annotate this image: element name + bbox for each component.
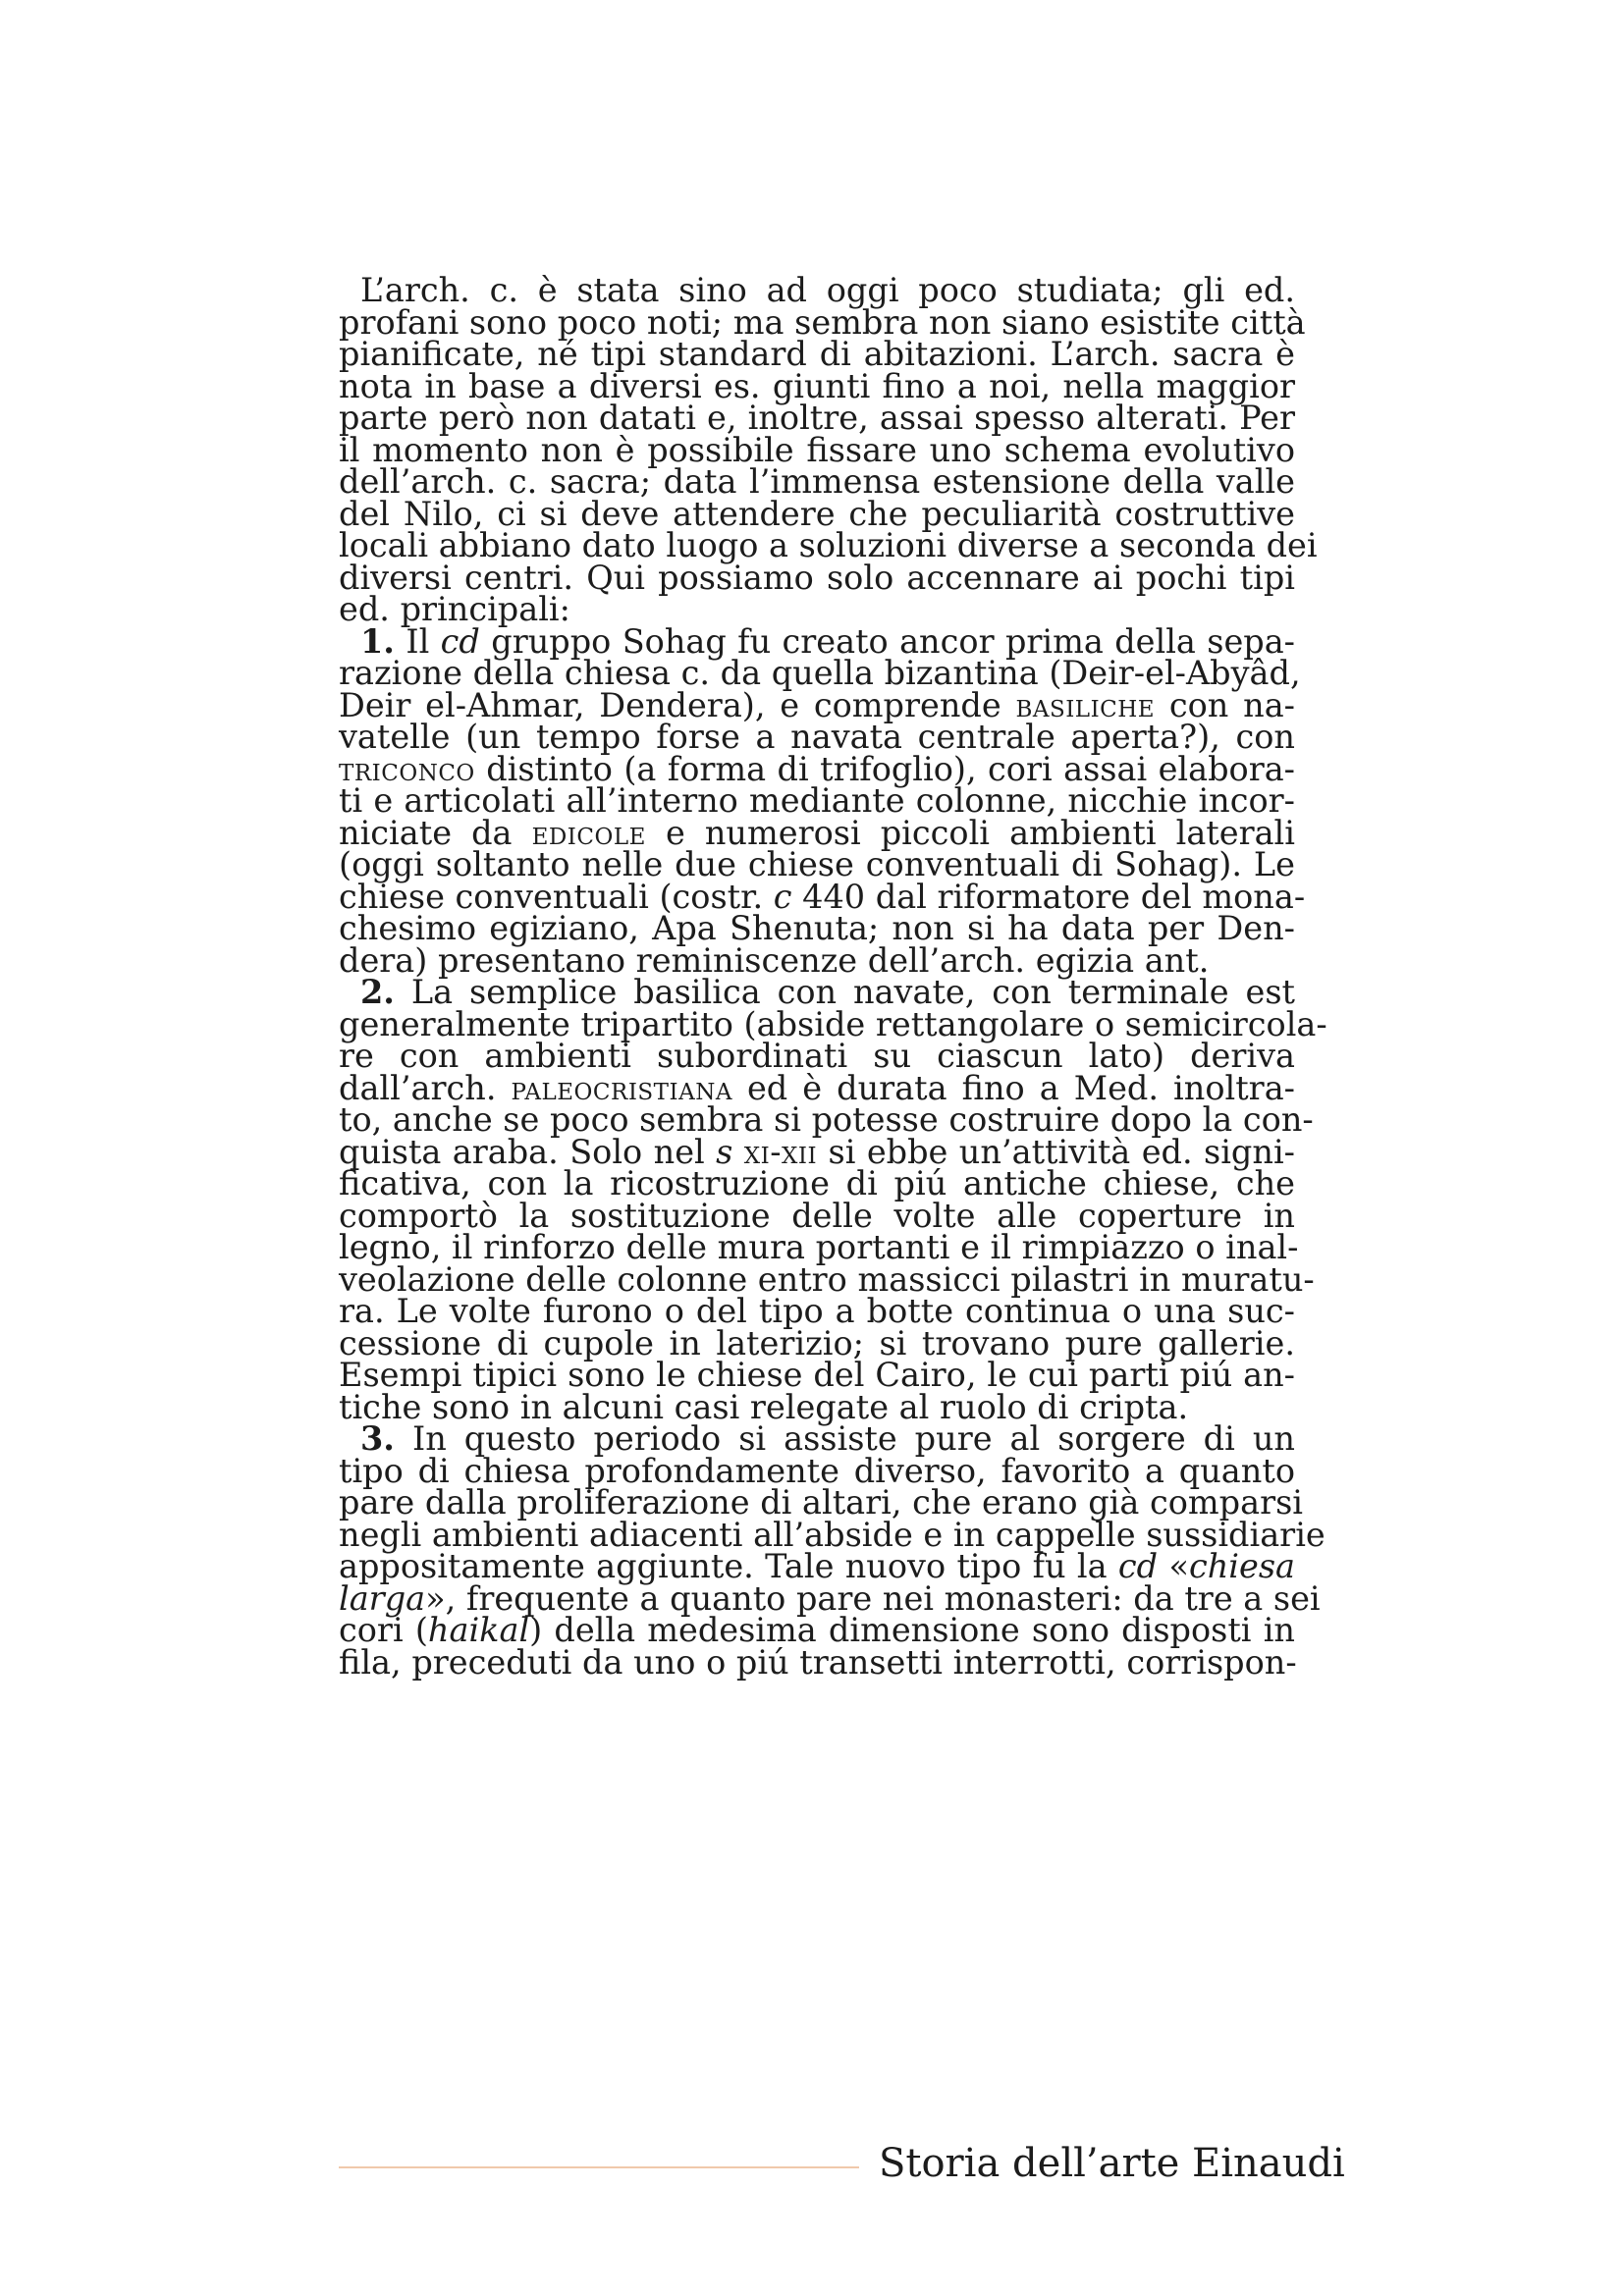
text-line: pare dalla proliferazione di altari, che erano già comparsi xyxy=(339,1483,1304,1522)
footer-title: Storia dell’arte Einaudi xyxy=(879,2141,1345,2186)
text-line: locali abbiano dato luogo a soluzioni diverse a seconda dei xyxy=(339,526,1318,564)
cross-reference: basiliche xyxy=(1015,685,1156,724)
text-line: 1. Il cd gruppo Sohag fu creato ancor prima della sepa- xyxy=(360,621,1296,661)
text-line: chesimo egiziano, Apa Shenuta; non si ha data per Den- xyxy=(339,909,1295,947)
text-line: L’arch. c. è stata sino ad oggi poco studiata; gli ed. xyxy=(360,271,1295,309)
text-line: (oggi soltanto nelle due chiese conventuali di Sohag). Le xyxy=(339,845,1295,883)
text-line: Deir el-Ahmar, Dendera), e comprende basiliche con na- xyxy=(339,685,1295,724)
text-line: parte però non datati e, inoltre, assai spesso alterati. Per xyxy=(339,399,1295,437)
text-line: diversi centri. Qui possiamo solo accennare ai pochi tipi xyxy=(339,558,1295,597)
text-line: fila, preceduti da uno o piú transetti interrotti, corrispon- xyxy=(339,1642,1297,1682)
text-line: nota in base a diversi es. giunti fino a noi, nella maggior xyxy=(339,366,1295,405)
text-line: chiese conventuali (costr. c 440 dal riformatore del mona- xyxy=(339,877,1306,916)
footer-rule xyxy=(339,2166,859,2168)
cross-reference: triconco xyxy=(339,749,475,788)
text-line: ra. Le volte furono o del tipo a botte continua o una suc- xyxy=(339,1292,1295,1330)
text-line: ti e articolati all’interno mediante colonne, nicchie incor- xyxy=(339,781,1295,820)
text-line: dell’arch. c. sacra; data l’immensa estensione della valle xyxy=(339,462,1295,501)
cross-reference: edicole xyxy=(531,813,646,852)
section-number: 3. xyxy=(360,1419,395,1458)
text-line: dera) presentano reminiscenze dell’arch. egizia ant. xyxy=(339,940,1210,980)
text-line: generalmente tripartito (abside rettangolare o semicircola- xyxy=(339,1004,1327,1043)
section-number: 2. xyxy=(360,973,395,1011)
body-text xyxy=(339,271,1327,1682)
text-line: negli ambienti adiacenti all’abside e in cappelle sussidiarie xyxy=(339,1515,1325,1554)
text-line: re con ambienti subordinati su ciascun lato) deriva xyxy=(339,1037,1295,1075)
text-line: 3. In questo periodo si assiste pure al sorgere di un xyxy=(360,1419,1295,1458)
text-line: 2. La semplice basilica con navate, con terminale est xyxy=(360,973,1295,1011)
text-line: to, anche se poco sembra si potesse costruire dopo la con- xyxy=(339,1100,1314,1139)
text-line: tiche sono in alcuni casi relegate al ruolo di cripta. xyxy=(339,1387,1189,1426)
text-line: cori (haikal) della medesima dimensione sono disposti in xyxy=(339,1611,1295,1649)
section-number: 1. xyxy=(360,621,395,661)
text-line: ed. principali: xyxy=(339,590,570,628)
text-line: veolazione delle colonne entro massicci pilastri in muratu- xyxy=(339,1259,1315,1299)
text-line: profani sono poco noti; ma sembra non siano esistite città xyxy=(339,302,1306,342)
text-line: triconco distinto (a forma di trifoglio), cori assai elabora- xyxy=(339,749,1295,788)
text-line: comportò la sostituzione delle volte alle coperture in xyxy=(339,1196,1295,1235)
text-line: quista araba. Solo nel s xi-xii si ebbe un’attività ed. signi- xyxy=(339,1132,1295,1171)
text-line: cessione di cupole in laterizio; si trovano pure gallerie. xyxy=(339,1323,1295,1362)
text-line: del Nilo, ci si deve attendere che peculiarità costruttive xyxy=(339,494,1295,533)
text-line: pianificate, né tipi standard di abitazioni. L’arch. sacra è xyxy=(339,335,1295,373)
text-line: larga», frequente a quanto pare nei monasteri: da tre a sei xyxy=(339,1578,1321,1618)
text-line: razione della chiesa c. da quella bizantina (Deir-el-Abyâd, xyxy=(339,654,1301,692)
text-line: appositamente aggiunte. Tale nuovo tipo fu la cd «chiesa xyxy=(339,1547,1295,1585)
text-line: Esempi tipici sono le chiese del Cairo, le cui parti piú an- xyxy=(339,1356,1295,1394)
text-line: legno, il rinforzo delle mura portanti e il rimpiazzo o inal- xyxy=(339,1228,1299,1266)
cross-reference: paleocristiana xyxy=(511,1068,732,1107)
text-line: niciate da edicole e numerosi piccoli ambienti laterali xyxy=(339,813,1295,852)
text-line: il momento non è possibile fissare uno schema evolutivo xyxy=(339,430,1295,469)
text-line: ficativa, con la ricostruzione di piú antiche chiese, che xyxy=(339,1164,1295,1202)
text-line: vatelle (un tempo forse a navata centrale aperta?), con xyxy=(339,718,1295,756)
text-line: dall’arch. paleocristiana ed è durata fino a Med. inoltra- xyxy=(339,1068,1295,1107)
text-line: tipo di chiesa profondamente diverso, favorito a quanto xyxy=(339,1451,1295,1490)
